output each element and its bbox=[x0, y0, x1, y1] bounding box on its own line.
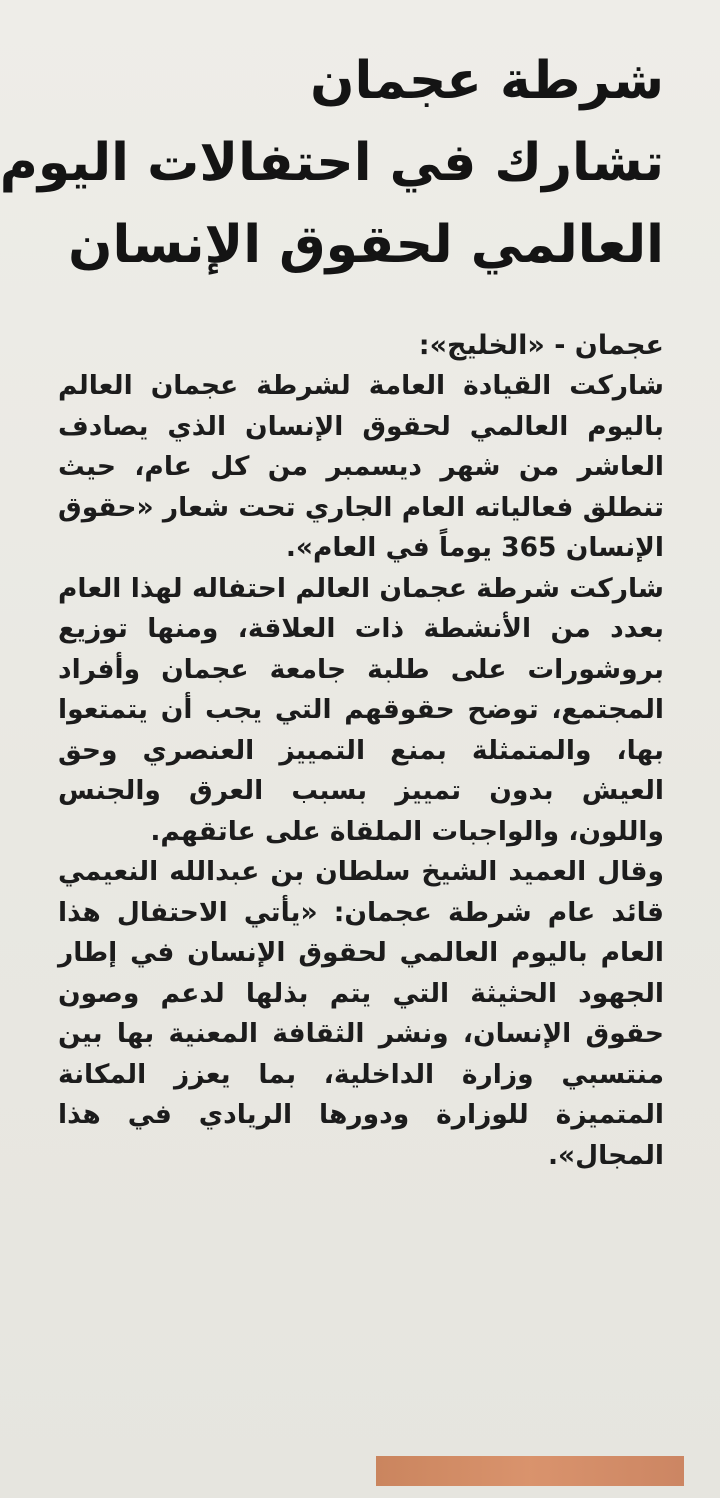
article-body bbox=[58, 366, 664, 1176]
paragraph-1: شاركت القيادة العامة لشرطة عجمان العالم باليوم العالمي لحقوق الإنسان الذي يصادف العاشر من شهر ديسمبر من كل عام، حيث تنطلق فعالياته العام الجاري تحت شعار «حقوق الإنسان 365 يوماً في العام». bbox=[58, 370, 664, 563]
headline-line-3: العالمي لحقوق الإنسان bbox=[68, 215, 664, 275]
headline-line-2: تشارك في احتفالات اليوم bbox=[0, 133, 664, 193]
paragraph-2: شاركت شرطة عجمان العالم احتفاله لهذا العام بعدد من الأنشطة ذات العلاقة، ومنها توزيع بروشورات على طلبة جامعة عجمان وأفراد المجتمع، توضح حقوقهم التي يجب أن يتمتعوا بها، والمتمثلة بمنع التمييز العنصري وحق العيش بدون تمييز بسبب العرق والجنس واللون، والواجبات الملقاة على عاتقهم. bbox=[58, 572, 664, 847]
decorative-color-bar bbox=[376, 1456, 684, 1486]
headline bbox=[0, 40, 664, 286]
article bbox=[0, 40, 664, 1176]
dateline: عجمان - «الخليج»: bbox=[418, 330, 664, 361]
paragraph-3: وقال العميد الشيخ سلطان بن عبدالله النعيمي قائد عام شرطة عجمان: «يأتي الاحتفال هذا العام باليوم العالمي لحقوق الإنسان في إطار الجهود الحثيثة التي يتم بذلها لدعم وصون حقوق الإنسان، ونشر الثقافة المعنية بها بين منتسبي وزارة الداخلية، بما يعزز المكانة المتميزة للوزارة ودورها الريادي في هذا المجال». bbox=[58, 856, 664, 1171]
bleed-through-text-right bbox=[674, 1090, 720, 1490]
headline-line-1: شرطة عجمان bbox=[310, 51, 664, 111]
